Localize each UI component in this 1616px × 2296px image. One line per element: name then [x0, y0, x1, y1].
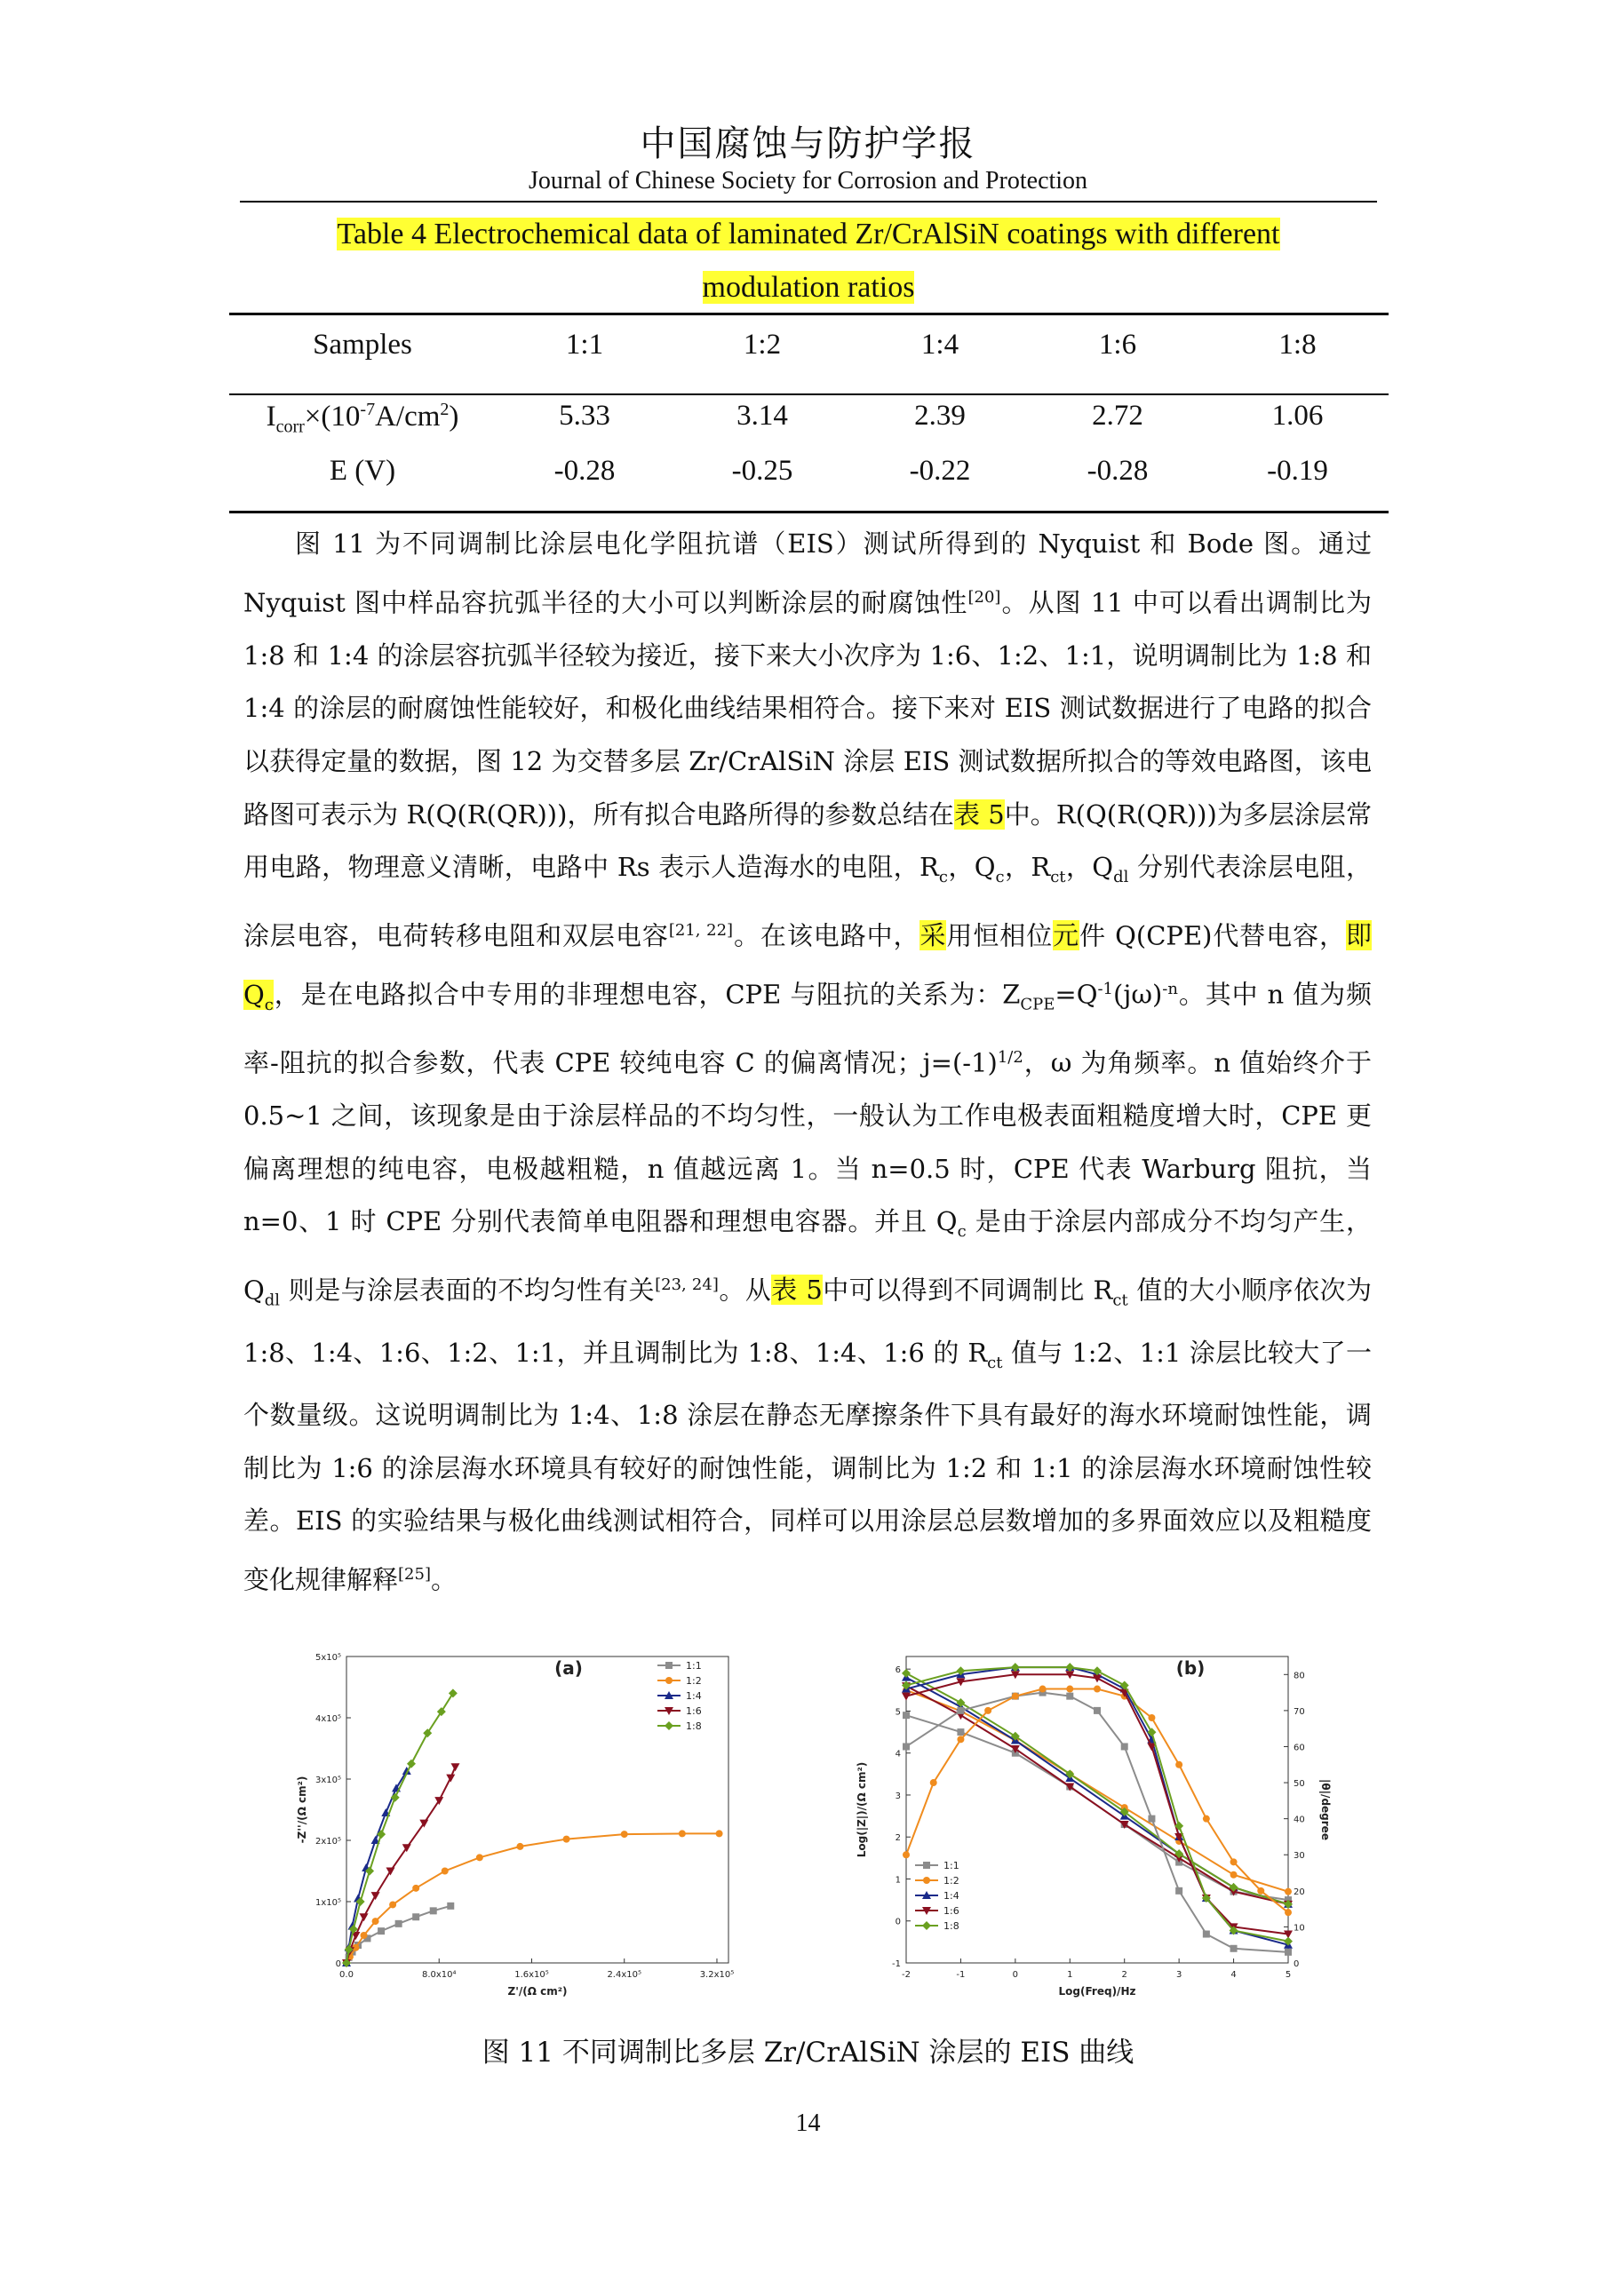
header-rule: [240, 201, 1377, 203]
table-mid-rule: [229, 393, 1389, 395]
y-tick-label: 4: [895, 1749, 901, 1760]
series-point: [563, 1836, 570, 1843]
series-point: [1012, 1693, 1019, 1700]
x-tick-label: 1.6x10⁵: [514, 1970, 549, 1980]
x-tick-label: 4: [1230, 1970, 1237, 1980]
series-point: [1203, 1931, 1210, 1938]
figure-nyquist: [284, 1639, 764, 2015]
body-text: [243, 518, 1372, 1607]
y-right-tick-label: 10: [1294, 1923, 1305, 1934]
figure-caption: 图 11 不同调制比多层 Zr/CrAlSiN 涂层的 EIS 曲线: [482, 2037, 1134, 2069]
x-tick-label: 1: [1067, 1970, 1073, 1980]
y-right-tick-label: 20: [1294, 1887, 1305, 1897]
bode-chart: [853, 1639, 1333, 2012]
body-paragraph: 图 11 为不同调制比涂层电化学阻抗谱（EIS）测试所得到的 Nyquist 和 Bode 图。通过 Nyquist 图中样品容抗弧半径的大小可以判断涂层的耐腐蚀性[20]。从图 11 中可以看出调制比为 1:8 和 1:4 的涂层容抗弧半径较为接近，接下来大小次序为 1:6、1:2、1:1，说明调制比为 1:8 和 1:4 的涂层的耐腐蚀性能较好，和极化曲线结果相符合。接下来对 EIS 测试数据进行了电路的拟合以获得定量的数据，图 12 为交替多层 Zr/CrAlSiN 涂层 EIS 测试数据所拟合的等效电路图，该电路图可表示为 R(Q(R(QR)))，所有拟合电路所得的参数总结在表 5中。R(Q(R(QR)))为多层涂层常用电路，物理意义清晰，电路中 Rs 表示人造海水的电阻，$R_c$，$Q_c$，$R_{ct}$，$Q_{dl}$ 分别代表涂层电阻，涂层电容，电荷转移电阻和双层电容[21, 22]。在该电路中，采用恒相位元件 Q(CPE)代替电容，即 $Q_c$，是在电路拟合中专用的非理想电容，CPE 与阻抗的关系为：$Z_{CPE}=Q^{-1}(j\omega)^{-n}$。其中 n 值为频率-阻抗的拟合参数，代表 CPE 较纯电容 C 的偏离情况；$j=(-1)^{1/2}$，ω 为角频率。n 值始终介于 0.5~1 之间，该现象是由于涂层样品的不均匀性，一般认为工作电极表面粗糙度增大时，CPE 更偏离理想的纯电容，电极越粗糙，n 值越远离 1。当 n=0.5 时，CPE 代表 Warburg 阻抗，当 n=0、1 时 CPE 分别代表简单电阻器和理想电容器。并且 $Q_c$ 是由于涂层内部成分不均匀产生，$Q_{dl}$ 则是与涂层表面的不均匀性有关[23, 24]。从表 5中可以得到不同调制比 $R_{ct}$ 值的大小顺序依次为 1:8、1:4、1:6、1:2、1:1，并且调制比为 1:8、1:4、1:6 的 $R_{ct}$ 值与 1:2、1:1 涂层比较大了一个数量级。这说明调制比为 1:4、1:8 涂层在静态无摩擦条件下具有最好的海水环境耐蚀性能，调制比为 1:6 的涂层海水环境具有较好的耐蚀性能，调制比为 1:2 和 1:1 的涂层海水环境耐蚀性较差。EIS 的实验结果与极化曲线测试相符合，同样可以用涂层总层数增加的多界面效应以及粗糙度变化规律解释[25]。: [243, 528, 1373, 1595]
series-point: [902, 1669, 911, 1678]
series-point: [957, 1728, 964, 1736]
legend-label: 1:8: [943, 1920, 959, 1932]
legend-marker: [923, 1862, 930, 1869]
series-point: [1175, 1761, 1182, 1768]
series-point: [372, 1918, 379, 1925]
x-tick-label: 0.0: [339, 1970, 354, 1980]
legend-label: 1:6: [943, 1905, 959, 1917]
series-point: [621, 1831, 628, 1838]
series-point: [903, 1712, 910, 1719]
y-tick-label: 1x10⁵: [314, 1898, 341, 1908]
x-tick-label: 8.0x10⁴: [421, 1970, 457, 1980]
table-header-row: [229, 329, 1389, 373]
table-col-header: 1:6: [1098, 329, 1137, 361]
table-caption-line1: Table 4 Electrochemical data of laminated Zr/CrAlSiN coatings with different: [337, 218, 1280, 250]
table-header-label: Samples: [313, 329, 412, 361]
series-point: [386, 1868, 395, 1876]
series-point: [442, 1868, 449, 1875]
series-point: [516, 1843, 523, 1850]
legend-marker: [665, 1677, 673, 1684]
y-right-tick-label: 50: [1294, 1779, 1305, 1790]
series-point: [1066, 1693, 1073, 1700]
y-tick-label: 5x10⁵: [314, 1653, 341, 1663]
table-cell: -0.19: [1267, 455, 1328, 487]
legend-label: 1:2: [943, 1875, 959, 1887]
series-point: [361, 1932, 368, 1939]
table-cell: 2.39: [914, 400, 966, 432]
table-cell: -0.25: [731, 455, 793, 487]
table-col-header: 1:4: [920, 329, 959, 361]
x-tick-label: 3.2x10⁵: [699, 1970, 735, 1980]
y-tick-label: 3x10⁵: [314, 1776, 341, 1785]
legend-label: 1:4: [686, 1690, 702, 1702]
series-point: [447, 1903, 454, 1910]
series-point: [716, 1830, 723, 1837]
series-point: [437, 1707, 446, 1716]
icorr-label: $I_{corr}\times(10^{-7}A/cm^2)$: [266, 400, 459, 437]
series-point: [395, 1920, 402, 1927]
series-line-1-2: [906, 1689, 1288, 1913]
y-tick-label: 2: [895, 1833, 901, 1844]
panel-label: (a): [554, 1657, 583, 1679]
legend-marker: [922, 1921, 931, 1930]
series-point: [984, 1707, 991, 1714]
x-axis-label: Log(Freq)/Hz: [1058, 1985, 1136, 1998]
series-point: [1203, 1815, 1210, 1823]
series-point: [1094, 1686, 1101, 1693]
e-label: E (V): [329, 455, 396, 487]
series-point: [903, 1743, 910, 1750]
table-col-header: 1:2: [743, 329, 782, 361]
series-point: [412, 1913, 419, 1920]
series-point: [476, 1854, 483, 1861]
x-tick-label: -1: [956, 1970, 966, 1980]
series-point: [1257, 1887, 1264, 1895]
series-point: [423, 1728, 432, 1737]
table-cell: -0.22: [909, 455, 971, 487]
y-tick-label: 6: [895, 1665, 901, 1676]
legend-marker: [665, 1662, 673, 1669]
table-row-icorr: [229, 400, 1389, 444]
series-point: [449, 1688, 458, 1697]
series-line-1-6: [906, 1686, 1288, 1904]
series-point: [1285, 1949, 1292, 1956]
series-point: [378, 1927, 385, 1935]
series-point: [412, 1885, 419, 1892]
table-caption: [231, 208, 1386, 314]
y-right-tick-label: 40: [1294, 1815, 1305, 1825]
x-tick-label: 2.4x10⁵: [607, 1970, 642, 1980]
y-right-tick-label: 30: [1294, 1851, 1305, 1862]
series-point: [1175, 1887, 1182, 1895]
legend-label: 1:1: [943, 1860, 959, 1871]
y-right-axis-label: |θ|/degree: [1319, 1779, 1332, 1840]
y-right-tick-label: 60: [1294, 1743, 1305, 1753]
table-col-header: 1:1: [565, 329, 604, 361]
table-col-header: 1:8: [1278, 329, 1317, 361]
table-cell: 2.72: [1092, 400, 1143, 432]
series-point: [1230, 1871, 1238, 1879]
series-point: [407, 1760, 416, 1768]
table-bottom-rule: [229, 511, 1389, 513]
legend-label: 1:6: [686, 1705, 702, 1717]
x-tick-label: 5: [1285, 1970, 1292, 1980]
table-cell: 1.06: [1271, 400, 1324, 432]
table-caption-line2: modulation ratios: [702, 271, 915, 304]
figure-bode: [853, 1639, 1333, 2015]
series-point: [1230, 1945, 1238, 1952]
series-point: [957, 1736, 964, 1743]
legend-marker: [665, 1721, 673, 1730]
panel-label: (b): [1175, 1657, 1206, 1679]
y-tick-label: 3: [895, 1791, 901, 1801]
x-tick-label: -2: [902, 1970, 911, 1980]
legend-label: 1:1: [686, 1660, 702, 1672]
series-point: [957, 1707, 964, 1714]
table-cell: -0.28: [553, 455, 616, 487]
series-point: [679, 1830, 686, 1837]
table-cell: -0.28: [1087, 455, 1149, 487]
legend-marker: [923, 1877, 930, 1884]
x-tick-label: 2: [1121, 1970, 1127, 1980]
legend-label: 1:2: [686, 1675, 702, 1687]
y-right-tick-label: 0: [1294, 1959, 1300, 1969]
y-tick-label: -1: [892, 1959, 901, 1969]
y-tick-label: 4x10⁵: [314, 1714, 341, 1724]
legend-label: 1:4: [943, 1890, 959, 1902]
series-point: [389, 1901, 396, 1908]
plot-frame: [346, 1656, 728, 1963]
legend-label: 1:8: [686, 1720, 702, 1732]
page-number: 14: [795, 2109, 821, 2137]
series-point: [430, 1907, 437, 1914]
series-point: [1120, 1680, 1129, 1689]
y-tick-label: 5: [895, 1707, 901, 1718]
y-right-tick-label: 80: [1294, 1671, 1305, 1681]
y-tick-label: 1: [895, 1875, 901, 1886]
journal-title-cn: 中国腐蚀与防护学报: [640, 123, 976, 164]
y-axis-label: Log(|Z|)/(Ω cm²): [856, 1761, 868, 1858]
series-point: [1066, 1686, 1073, 1693]
series-point: [930, 1779, 937, 1786]
series-point: [1121, 1743, 1128, 1750]
table-row-e: [229, 455, 1389, 499]
table-cell: 5.33: [559, 400, 610, 432]
series-point: [902, 1693, 911, 1701]
journal-title-en: Journal of Chinese Society for Corrosion and Protection: [528, 167, 1088, 195]
table-top-rule: [229, 313, 1389, 315]
series-point: [1148, 1714, 1155, 1721]
table-cell: 3.14: [736, 400, 788, 432]
y-axis-label: -Z''/(Ω cm²): [296, 1776, 308, 1844]
series-point: [903, 1851, 910, 1858]
series-point: [1039, 1686, 1047, 1693]
series-point: [450, 1763, 459, 1771]
y-tick-label: 0: [335, 1959, 341, 1969]
y-right-tick-label: 70: [1294, 1706, 1305, 1717]
y-tick-label: 2x10⁵: [314, 1837, 341, 1847]
y-tick-label: 0: [895, 1917, 901, 1927]
x-tick-label: 0: [1012, 1970, 1019, 1980]
series-point: [446, 1775, 455, 1783]
x-axis-label: Z'/(Ω cm²): [507, 1985, 568, 1998]
series-point: [371, 1892, 380, 1900]
x-tick-label: 3: [1175, 1970, 1182, 1980]
series-point: [360, 1913, 369, 1921]
series-point: [1285, 1888, 1292, 1895]
series-point: [1230, 1858, 1238, 1865]
series-point: [1094, 1707, 1101, 1714]
nyquist-chart: [284, 1639, 764, 2012]
series-point: [1148, 1815, 1155, 1823]
series-point: [1285, 1909, 1292, 1916]
